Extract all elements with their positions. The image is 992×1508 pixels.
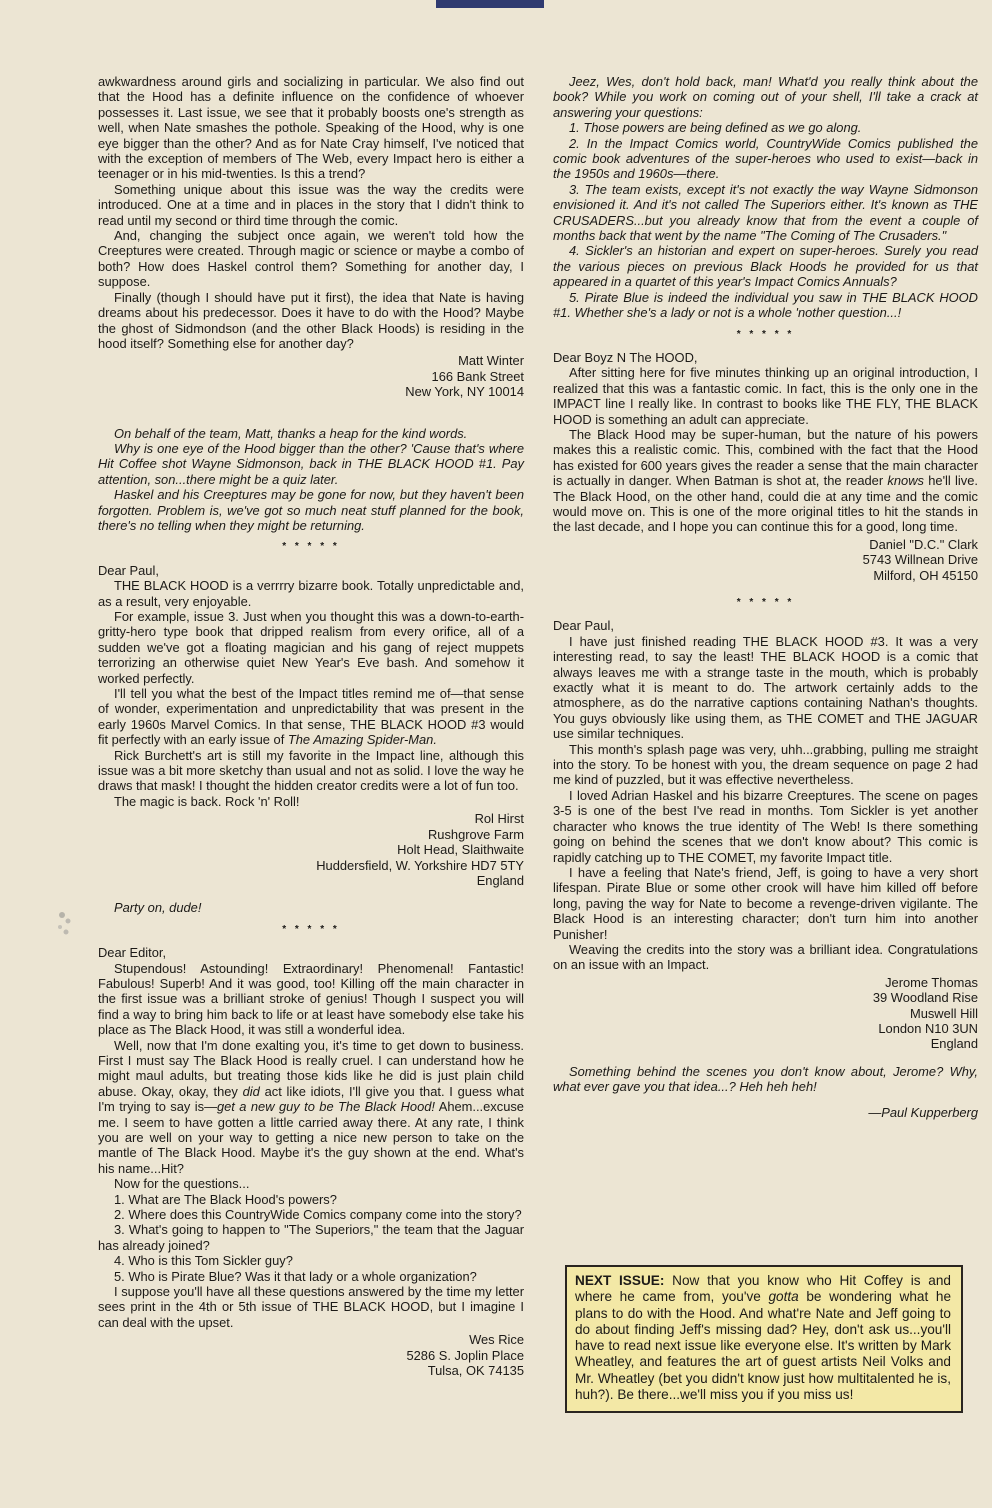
editor-reply: Party on, dude! [114, 900, 202, 916]
letter-3-paragraph: Well, now that I'm done exalting you, it's time to get down to business. First I must say The Black Hood is really cruel. I can understand how he might maul adults, but treating those kids like he did is just plain child abuse. Okay, okay, they did act like idiots, I'll give you that. I guess what I'm trying to say is—get a new guy to be The Black Hood! Ahem...excuse me. I seem to have gotten a little carried away there. At any rate, I think you are well on your way to getting a nice new person to take on the mantle of The Black Hood. Maybe it's the guy shown at the end. What's his name...Hit? [98, 1037, 524, 1176]
salutation: Dear Editor, [98, 945, 167, 961]
letter-2-paragraph: Rick Burchett's art is still my favorite in the Impact line, although this issue was a bit more sketchy than usual and not as solid. I love the way he draws that mask! I thought the hidden creator credits were a lot of fun too. [98, 747, 524, 794]
question: 3. What's going to happen to "The Superiors," the team that the Jaguar has already joined? [98, 1222, 524, 1253]
letter-5-paragraph: I have a feeling that Nate's friend, Jeff, is going to have a very short lifespan. Pirate Blue or some other crook will have him killed off before long, paving the way for Nate to become a revenge-driven vigilante. The Black Hood is an interesting character; don't turn him into another Punisher! [553, 864, 978, 942]
letter-1-paragraph: Something unique about this issue was the way the credits were introduced. One at a time and in places in the story that I didn't think to read until my second or third time through the comic. [98, 181, 524, 228]
letter-3-paragraph: Stupendous! Astounding! Extraordinary! Phenomenal! Fantastic! Fabulous! Superb! And it was good, too! Killing off the main character in the first issue was a brilliant stroke of genius! Though I suspect you will find a way to bring him back to life or at least have somebody else take his place as The Black Hood, it was still a wonderful idea. [98, 960, 524, 1038]
letter-1-paragraph: And, changing the subject once again, we weren't told how the Creeptures were created. Through magic or science or maybe a combo of both? How does Haskel control them? Something for another day, I suppose. [98, 228, 524, 290]
editor-reply: Something behind the scenes you don't know about, Jerome? Why, what ever gave you that idea...? Heh heh heh! [553, 1063, 978, 1095]
answer: 5. Pirate Blue is indeed the individual you saw in THE BLACK HOOD #1. Whether she's a lady or not is a whole 'nother question...! [553, 289, 978, 321]
answer: 3. The team exists, except it's not exactly the way Wayne Sidmonson envisioned it. And it's not called The Superiors either. It's known as THE CRUSADERS...but you already know that from the event a couple of months back that went by the name "The Coming of The Crusaders." [553, 181, 978, 244]
next-issue-box [565, 1265, 963, 1413]
letter-5-paragraph: This month's splash page was very, uhh...grabbing, pulling me straight into the story. To be honest with you, the dream sequence on page 2 had me kind of puzzled, but it was effective nevertheless. [553, 741, 978, 788]
signature-wes-rice: Wes Rice 5286 S. Joplin Place Tulsa, OK 74135 [406, 1332, 524, 1379]
letter-2-paragraph: For example, issue 3. Just when you thought this was a down-to-earth-gritty-hero type book that dripped realism from every orifice, all of a sudden we've got a floating magician and his gang of reject muppets terrorizing an otherwise quiet New Year's Eve bash. And somehow it worked perfectly. [98, 609, 524, 686]
divider-stars: * * * * * [736, 597, 795, 608]
signature-daniel-clark: Daniel "D.C." Clark 5743 Willnean Drive Milford, OH 45150 [862, 536, 978, 583]
signature-rol-hirst: Rol Hirst Rushgrove Farm Holt Head, Slaithwaite Huddersfield, W. Yorkshire HD7 5TY England [316, 811, 524, 888]
question: 5. Who is Pirate Blue? Was it that lady or a whole organization? [114, 1268, 477, 1284]
salutation: Dear Paul, [98, 562, 159, 578]
ink-smudge [52, 905, 78, 939]
letter-3-paragraph: Now for the questions... [114, 1176, 250, 1192]
next-issue-text: NEXT ISSUE: Now that you know who Hit Coffey is and where he came from, you've gotta be wondering what he plans to do with the Hood. And what're Nate and Jeff going to do about finding Jeff's missing dad? Hey, don't ask us...you'll have to read next issue like everyone else. It's written by Mark Wheatley, and features the art of guest artists Neil Volks and Mr. Wheatley (bet you didn't know just how multitalented he is, huh?). Be there...we'll miss you if you miss us! [575, 1273, 952, 1403]
letter-2-paragraph: I'll tell you what the best of the Impact titles remind me of—that sense of wonder, experimentation and unpredictability that was present in the early 1960s Marvel Comics. In that sense, THE BLACK HOOD #3 would fit perfectly with an early issue of The Amazing Spider-Man. [98, 686, 524, 748]
letter-2-paragraph: The magic is back. Rock 'n' Roll! [114, 793, 300, 809]
editor-reply: Haskel and his Creeptures may be gone for now, but they haven't been forgotten. Problem is, we've got so much neat stuff planned for the book, there's no telling when they might be returning. [98, 487, 524, 533]
signature-jerome-thomas: Jerome Thomas 39 Woodland Rise Muswell Hill London N10 3UN England [872, 974, 978, 1052]
letter-5-paragraph: I loved Adrian Haskel and his bizarre Creeptures. The scene on pages 3-5 is one of the best I've read in months. Tom Sickler is yet another character who knows the true identity of The Web! Is there something going on behind the scenes that we don't know about? This comic is rapidly catching up to THE COMET, my favorite Impact title. [553, 787, 978, 865]
top-tab [436, 0, 544, 8]
letter-5-paragraph: I have just finished reading THE BLACK HOOD #3. It was a very interesting read, to say the least! THE BLACK HOOD is a comic that always leaves me with a strange taste in the mouth, which is probably exactly what it is meant to do. The artwork certainly adds to the atmosphere, as do the narrative captions containing Nathan's thoughts. You guys obviously like using them, as THE COMET and THE JAGUAR use similar techniques. [553, 633, 978, 742]
editor-reply: On behalf of the team, Matt, thanks a heap for the kind words. [114, 425, 468, 441]
question: 1. What are The Black Hood's powers? [114, 1191, 337, 1207]
question: 2. Where does this CountryWide Comics company come into the story? [114, 1207, 522, 1223]
divider-stars: * * * * * [282, 923, 340, 935]
answer: 4. Sickler's an historian and expert on super-heroes. Surely you read the various pieces on previous Black Hoods he provided for us that appeared in a quartet of this year's Impact Comics Annuals? [553, 243, 978, 290]
answer: 2. In the Impact Comics world, CountryWide Comics published the comic book adventures of the super-heroes who used to exist—back in the 1950s and 1960s—there. [553, 135, 978, 182]
letter-4-paragraph: The Black Hood may be super-human, but the nature of his powers makes this a realistic comic. This, combined with the fact that the Hood has existed for 600 years gives the reader a sense that the main character is actually in danger. When Batman is shot at, the reader knows he'll live. The Black Hood, on the other hand, could die at any time and the comic would move on. This is one of the more original titles to hit the stands in the last decade, and I hope you can continue this for a good, long time. [553, 426, 978, 535]
editor-signature: —Paul Kupperberg [868, 1104, 978, 1120]
salutation: Dear Boyz N The HOOD, [553, 349, 698, 365]
editor-reply: Why is one eye of the Hood bigger than the other? 'Cause that's where Hit Coffee shot Wayne Sidmonson, back in THE BLACK HOOD #1. Pay attention, son...there might be a quiz later. [98, 440, 524, 487]
signature-matt-winter: Matt Winter 166 Bank Street New York, NY 10014 [405, 353, 524, 400]
letter-2-paragraph: THE BLACK HOOD is a verrrry bizarre book. Totally unpredictable and, as a result, very enjoyable. [98, 578, 524, 609]
question: 4. Who is this Tom Sickler guy? [114, 1253, 293, 1269]
answer: 1. Those powers are being defined as we go along. [569, 120, 862, 136]
salutation: Dear Paul, [553, 618, 614, 634]
letter-1-paragraph: awkwardness around girls and socializing in particular. We also find out that the Hood has a definite influence on the confidence of whoever possesses it. Last issue, we see that it probably boosts one's strength as well, when Nate smashes the pothole. Speaking of the Hood, why is one eye bigger than the other? And as for Nate Cray himself, I've noticed that with the exception of members of The Web, every Impact hero is either a teenager or in his mid-twenties. Is this a trend? [98, 74, 524, 182]
editor-reply: Jeez, Wes, don't hold back, man! What'd you really think about the book? While you work on coming out of your shell, I'll take a crack at answering your questions: [553, 74, 978, 120]
left-column [98, 74, 524, 1391]
letter-5-paragraph: Weaving the credits into the story was a brilliant idea. Congratulations on an issue with an Impact. [553, 941, 978, 973]
letter-4-paragraph: After sitting here for five minutes thinking up an original introduction, I realized that this was a fantastic comic. In fact, this is the only one in the IMPACT line I really like. In contrast to books like THE FLY, THE BLACK HOOD is something an adult can appreciate. [553, 365, 978, 427]
letter-3-paragraph: I suppose you'll have all these questions answered by the time my letter sees print in the 4th or 5th issue of THE BLACK HOOD, but I imagine I can deal with the upset. [98, 1284, 524, 1330]
letter-1-paragraph: Finally (though I should have put it first), the idea that Nate is having dreams about his predecessor. Does it have to do with the Hood? Maybe the ghost of Sidmondson (and the other Black Hoods) is residing in the hood itself? Something else for another day? [98, 289, 524, 351]
next-issue-label: NEXT ISSUE: [575, 1273, 665, 1288]
right-column [553, 74, 978, 1120]
divider-stars: * * * * * [282, 541, 340, 553]
divider-stars: * * * * * [736, 328, 795, 340]
